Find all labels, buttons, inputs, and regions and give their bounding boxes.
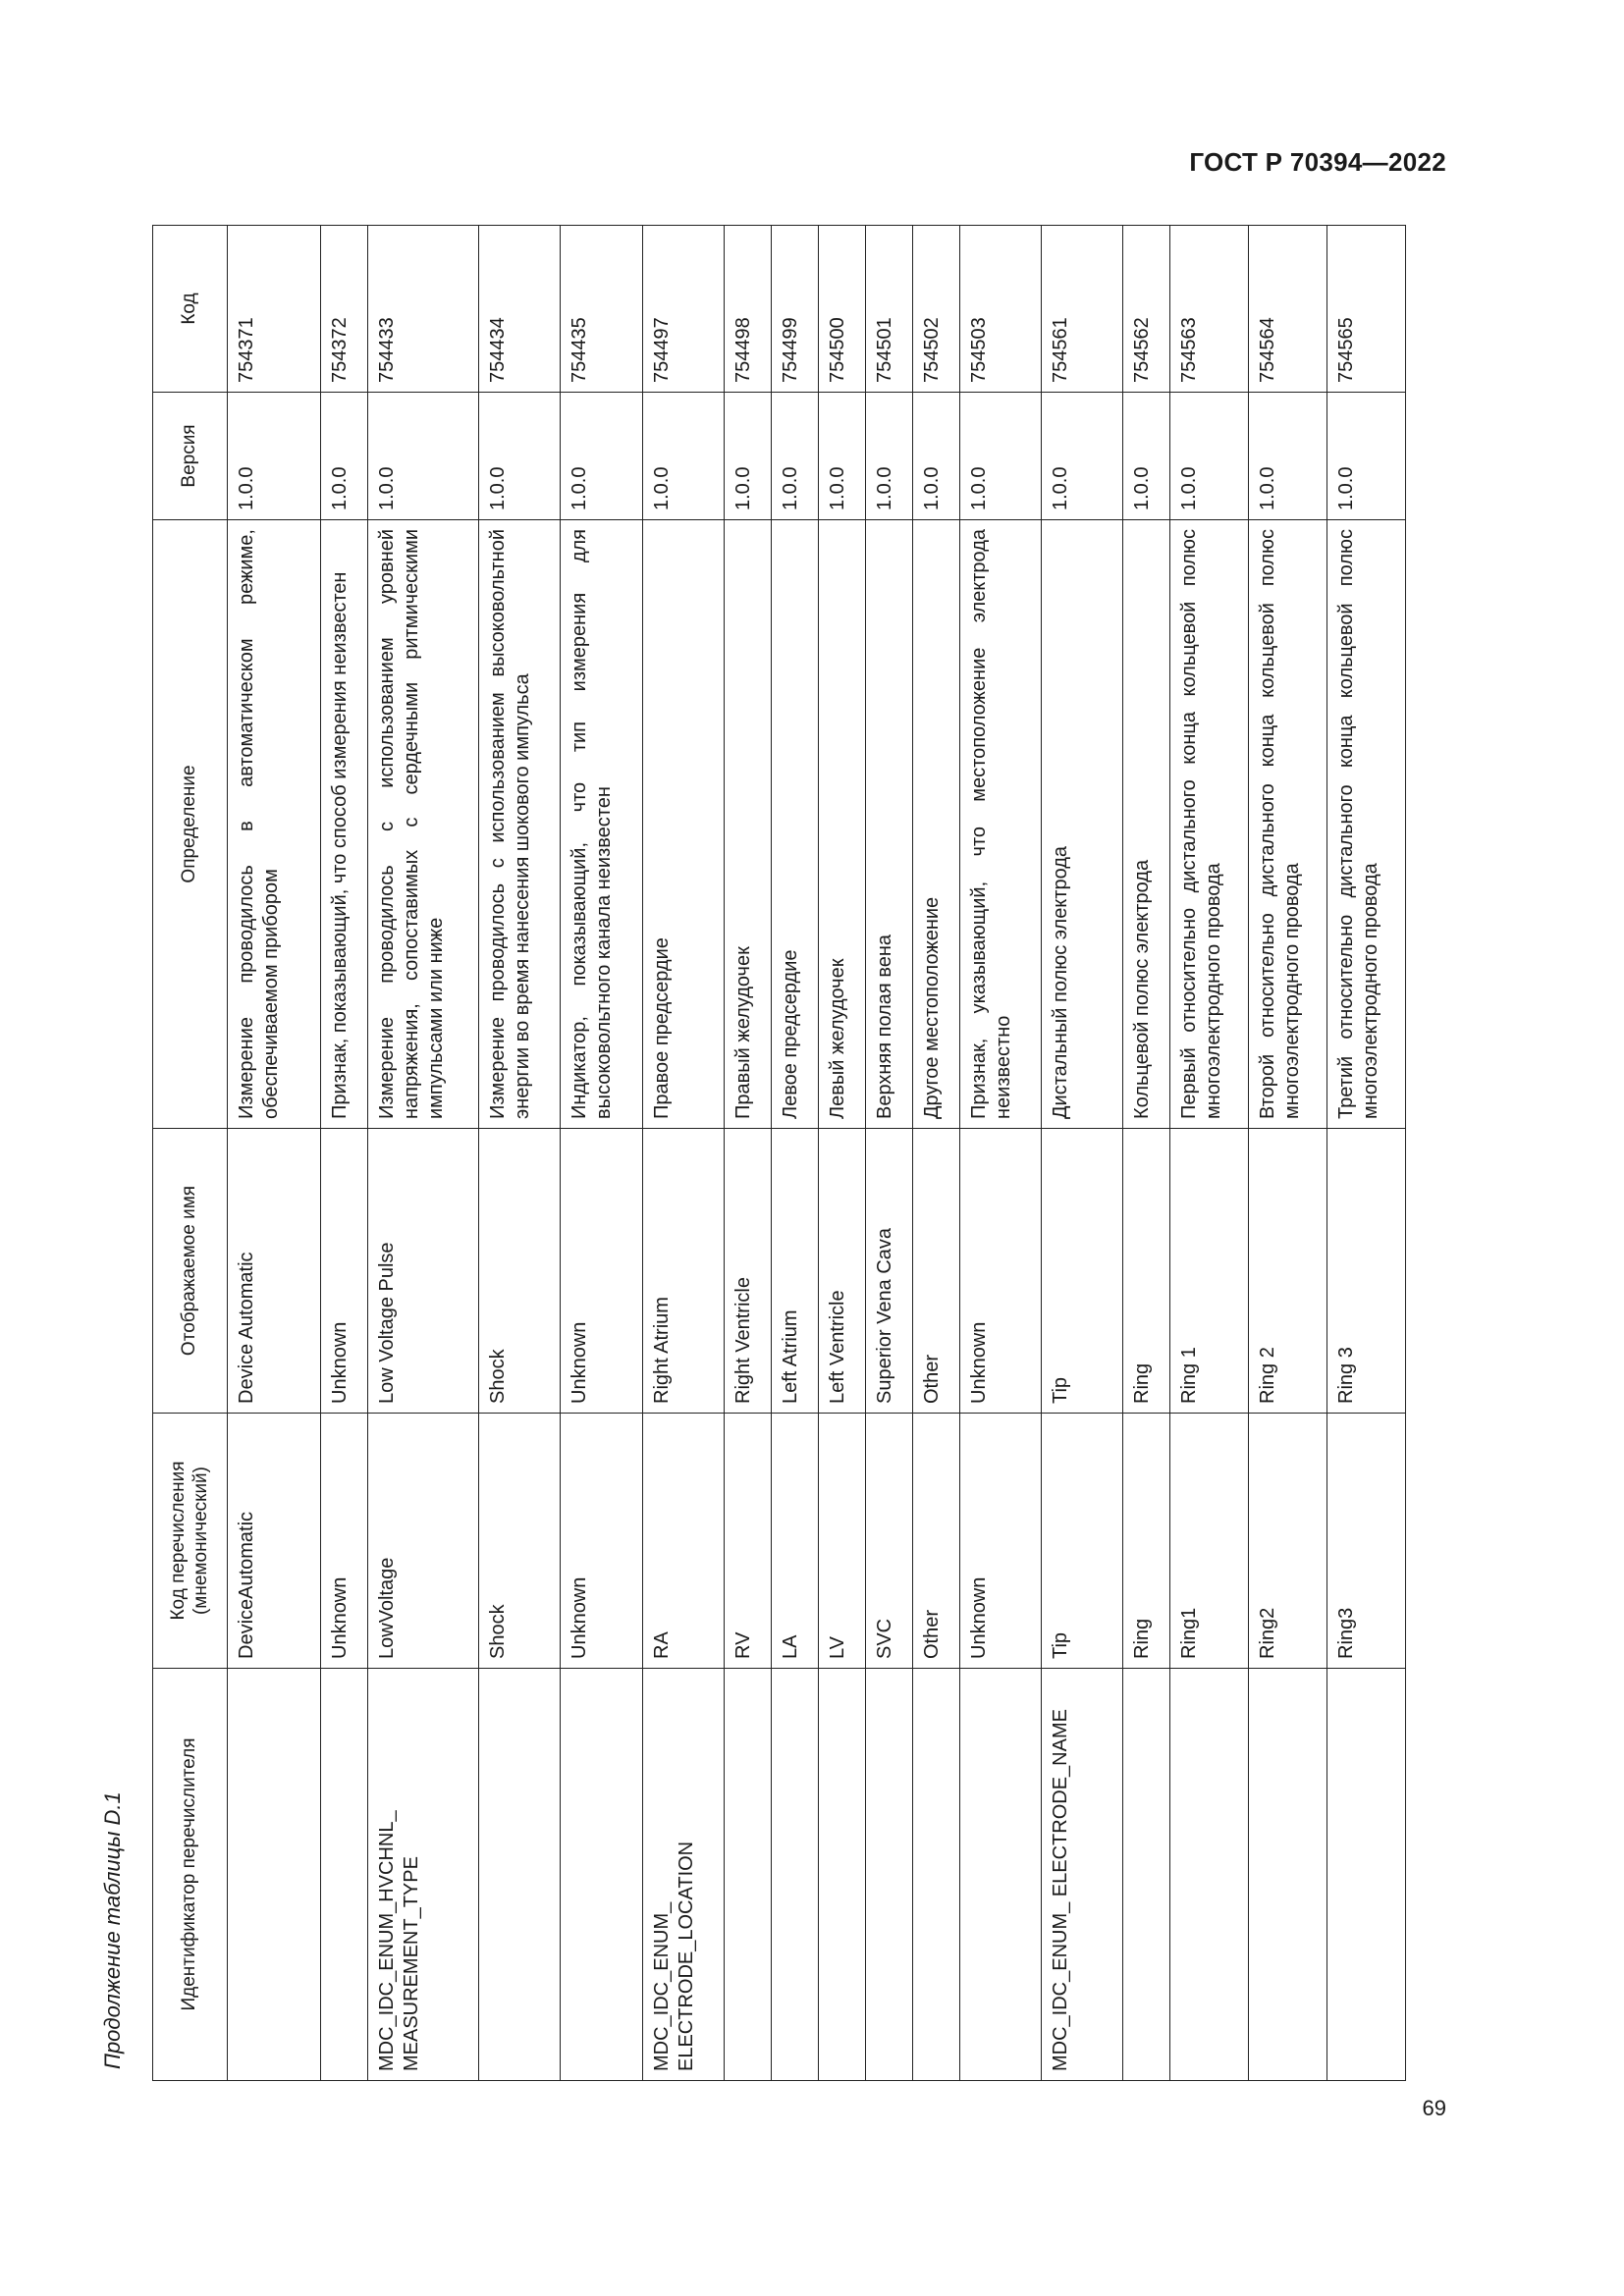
cell-definition: Левое предсердие: [772, 520, 819, 1129]
cell-code: 754435: [561, 226, 643, 393]
cell-identifier: [819, 1669, 866, 2081]
cell-definition: Измерение проводилось с использованием уровней напряжения, сопоставимых с сердечными ритмическими импульсами или ниже: [368, 520, 479, 1129]
cell-mnemonic: Unknown: [321, 1414, 368, 1669]
column-header-code: Код: [153, 226, 228, 393]
table-row: [479, 226, 561, 2081]
cell-identifier: MDC_IDC_ENUM_HVCHNL_ MEASUREMENT_TYPE: [368, 1669, 479, 2081]
cell-version: 1.0.0: [866, 393, 913, 520]
cell-version: 1.0.0: [1249, 393, 1327, 520]
cell-mnemonic: Unknown: [960, 1414, 1042, 1669]
table-row: [960, 226, 1042, 2081]
cell-display-name: Other: [913, 1129, 960, 1414]
cell-code: 754497: [643, 226, 725, 393]
cell-version: 1.0.0: [819, 393, 866, 520]
cell-display-name: Left Atrium: [772, 1129, 819, 1414]
cell-code: 754501: [866, 226, 913, 393]
table-row: [368, 226, 479, 2081]
cell-mnemonic: Ring1: [1170, 1414, 1249, 1669]
standard-header: ГОСТ Р 70394—2022: [1189, 147, 1446, 177]
cell-definition: Измерение проводилось с использованием высоковольтной энергии во время нанесения шокового импульса: [479, 520, 561, 1129]
cell-display-name: Ring 2: [1249, 1129, 1327, 1414]
cell-identifier: [479, 1669, 561, 2081]
cell-version: 1.0.0: [772, 393, 819, 520]
cell-version: 1.0.0: [913, 393, 960, 520]
cell-mnemonic: RV: [725, 1414, 772, 1669]
cell-mnemonic: LA: [772, 1414, 819, 1669]
cell-display-name: Unknown: [561, 1129, 643, 1414]
column-header-definition: Определение: [153, 520, 228, 1129]
cell-mnemonic: Tip: [1042, 1414, 1123, 1669]
cell-mnemonic: RA: [643, 1414, 725, 1669]
cell-mnemonic: LV: [819, 1414, 866, 1669]
cell-version: 1.0.0: [321, 393, 368, 520]
cell-identifier: [561, 1669, 643, 2081]
cell-version: 1.0.0: [1123, 393, 1170, 520]
cell-display-name: Unknown: [960, 1129, 1042, 1414]
page-number: 69: [1422, 2096, 1446, 2120]
column-header-display-name: Отображаемое имя: [153, 1129, 228, 1414]
cell-mnemonic: Ring2: [1249, 1414, 1327, 1669]
cell-code: 754434: [479, 226, 561, 393]
enumerator-table: [152, 225, 1406, 2081]
cell-version: 1.0.0: [1170, 393, 1249, 520]
table-row: [1249, 226, 1327, 2081]
table-row: [866, 226, 913, 2081]
cell-identifier: [772, 1669, 819, 2081]
cell-identifier: [321, 1669, 368, 2081]
cell-version: 1.0.0: [228, 393, 321, 520]
cell-display-name: Tip: [1042, 1129, 1123, 1414]
cell-display-name: Low Voltage Pulse: [368, 1129, 479, 1414]
cell-mnemonic: Shock: [479, 1414, 561, 1669]
cell-mnemonic: Other: [913, 1414, 960, 1669]
cell-code: 754371: [228, 226, 321, 393]
cell-display-name: Ring 3: [1327, 1129, 1406, 1414]
cell-identifier: [866, 1669, 913, 2081]
table-row: [1327, 226, 1406, 2081]
column-header-identifier: Идентификатор перечислителя: [153, 1669, 228, 2081]
cell-definition: Измерение проводилось в автоматическом режиме, обеспечиваемом прибором: [228, 520, 321, 1129]
cell-definition: Левый желудочек: [819, 520, 866, 1129]
cell-display-name: Ring: [1123, 1129, 1170, 1414]
cell-definition: Признак, указывающий, что местоположение электрода неизвестно: [960, 520, 1042, 1129]
cell-definition: Дистальный полюс электрода: [1042, 520, 1123, 1129]
cell-display-name: Unknown: [321, 1129, 368, 1414]
table-row: [1170, 226, 1249, 2081]
cell-display-name: Right Atrium: [643, 1129, 725, 1414]
cell-display-name: Left Ventricle: [819, 1129, 866, 1414]
cell-mnemonic: Ring: [1123, 1414, 1170, 1669]
cell-identifier: MDC_IDC_ENUM_ ELECTRODE_NAME: [1042, 1669, 1123, 2081]
table-row: [819, 226, 866, 2081]
cell-definition: Кольцевой полюс электрода: [1123, 520, 1170, 1129]
cell-code: 754563: [1170, 226, 1249, 393]
cell-code: 754562: [1123, 226, 1170, 393]
table-row: [321, 226, 368, 2081]
cell-definition: Правый желудочек: [725, 520, 772, 1129]
table-row: [1123, 226, 1170, 2081]
cell-definition: Верхняя полая вена: [866, 520, 913, 1129]
cell-version: 1.0.0: [561, 393, 643, 520]
cell-identifier: MDC_IDC_ENUM_ ELECTRODE_LOCATION: [643, 1669, 725, 2081]
cell-code: 754433: [368, 226, 479, 393]
cell-display-name: Device Automatic: [228, 1129, 321, 1414]
cell-mnemonic: DeviceAutomatic: [228, 1414, 321, 1669]
cell-identifier: [725, 1669, 772, 2081]
cell-definition: Первый относительно дистального конца кольцевой полюс многоэлектродного провода: [1170, 520, 1249, 1129]
cell-identifier: [913, 1669, 960, 2081]
cell-mnemonic: SVC: [866, 1414, 913, 1669]
cell-code: 754561: [1042, 226, 1123, 393]
cell-code: 754498: [725, 226, 772, 393]
table-row: [772, 226, 819, 2081]
cell-version: 1.0.0: [725, 393, 772, 520]
cell-identifier: [228, 1669, 321, 2081]
cell-display-name: Right Ventricle: [725, 1129, 772, 1414]
cell-code: 754500: [819, 226, 866, 393]
cell-definition: Второй относительно дистального конца кольцевой полюс многоэлектродного провода: [1249, 520, 1327, 1129]
rotated-table-container: [152, 226, 1394, 2081]
cell-definition: Индикатор, показывающий, что тип измерения для высоковольтного канала неизвестен: [561, 520, 643, 1129]
table-row: [1042, 226, 1123, 2081]
column-header-mnemonic: Код перечисления (мнемонический): [153, 1414, 228, 1669]
cell-identifier: [1123, 1669, 1170, 2081]
cell-version: 1.0.0: [368, 393, 479, 520]
cell-definition: Правое предсердие: [643, 520, 725, 1129]
cell-definition: Третий относительно дистального конца кольцевой полюс многоэлектродного провода: [1327, 520, 1406, 1129]
cell-code: 754372: [321, 226, 368, 393]
table-header-row: [153, 226, 228, 2081]
cell-version: 1.0.0: [1042, 393, 1123, 520]
cell-version: 1.0.0: [1327, 393, 1406, 520]
table-row: [228, 226, 321, 2081]
cell-mnemonic: Unknown: [561, 1414, 643, 1669]
cell-version: 1.0.0: [643, 393, 725, 520]
cell-definition: Признак, показывающий, что способ измерения неизвестен: [321, 520, 368, 1129]
cell-code: 754564: [1249, 226, 1327, 393]
cell-display-name: Shock: [479, 1129, 561, 1414]
table-continuation-caption: Продолжение таблицы D.1: [100, 1791, 125, 2069]
cell-mnemonic: LowVoltage: [368, 1414, 479, 1669]
cell-identifier: [960, 1669, 1042, 2081]
cell-code: 754502: [913, 226, 960, 393]
cell-code: 754503: [960, 226, 1042, 393]
cell-mnemonic: Ring3: [1327, 1414, 1406, 1669]
cell-display-name: Superior Vena Cava: [866, 1129, 913, 1414]
cell-version: 1.0.0: [479, 393, 561, 520]
cell-code: 754499: [772, 226, 819, 393]
column-header-version: Версия: [153, 393, 228, 520]
cell-identifier: [1249, 1669, 1327, 2081]
cell-identifier: [1327, 1669, 1406, 2081]
table-row: [913, 226, 960, 2081]
cell-code: 754565: [1327, 226, 1406, 393]
table-row: [643, 226, 725, 2081]
cell-display-name: Ring 1: [1170, 1129, 1249, 1414]
table-row: [561, 226, 643, 2081]
cell-definition: Другое местоположение: [913, 520, 960, 1129]
cell-identifier: [1170, 1669, 1249, 2081]
cell-version: 1.0.0: [960, 393, 1042, 520]
table-row: [725, 226, 772, 2081]
